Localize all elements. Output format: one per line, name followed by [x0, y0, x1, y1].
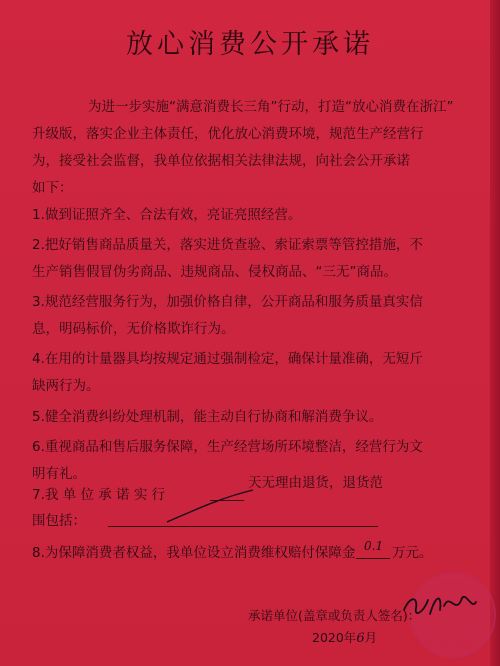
intro-line: 如下：	[32, 180, 73, 196]
item-6-line: 6.重视商品和售后服务保障，生产经营场所环境整洁，经营行为文	[32, 439, 423, 455]
date-month: 6	[356, 631, 365, 646]
item-7-suffix-wrap	[248, 470, 468, 497]
item-6-line: 明有礼。	[32, 466, 86, 482]
return-scope-blank[interactable]	[108, 526, 378, 527]
sign-date	[312, 628, 377, 646]
date-year: 2020年	[312, 630, 357, 645]
commitment-items	[32, 202, 472, 488]
signature-label: 承诺单位(盖章或负责人签名)：	[248, 608, 421, 623]
item-5-line: 5.健全消费纠纷处理机制，能主动自行协商和解消费争议。	[32, 409, 383, 425]
date-month-unit: 月	[364, 630, 378, 645]
paper-edge	[490, 0, 500, 666]
page-title: 放心消费公开承诺	[126, 29, 374, 60]
item-3-line: 3.规范经营服务行为，加强价格自律，公开商品和服务质量真实信	[32, 294, 423, 310]
handwritten-stroke	[165, 488, 255, 524]
item-7-suffix: 天无理由退货，退货范	[248, 475, 383, 491]
intro-line: 为，接受社会监督，我单位依据相关法律法规，向社会公开承诺	[32, 153, 410, 169]
item-4-line: 4.在用的计量器具均按规定通过强制检定，确保计量准确，无短斤	[32, 351, 423, 367]
item-7-line2-prefix: 围包括：	[32, 513, 86, 529]
intro-line: 为进一步实施“满意消费长三角”行动，打造“放心消费在浙江”	[88, 99, 454, 115]
item-4-line: 缺两行为。	[32, 378, 100, 394]
item-7-prefix: 7.我 单 位 承 诺 实 行	[32, 487, 166, 503]
item-8-suffix-wrap	[392, 540, 472, 567]
item-8-suffix: 万元。	[392, 545, 433, 561]
intro-line: 升级版，落实企业主体责任，优化放心消费环境，规范生产经营行	[32, 126, 424, 142]
deposit-amount-blank[interactable]	[356, 558, 390, 559]
item-8-prefix: 8.为保障消费者权益，我单位设立消费维权赔付保障金	[32, 545, 356, 561]
item-2-line: 2.把好销售商品质量关，落实进货查验、索证索票等管控措施，不	[32, 237, 423, 253]
item-2-line: 生产销售假冒伪劣商品、违规商品、侵权商品、“三无”商品。	[32, 264, 397, 280]
handwritten-signature	[400, 588, 480, 622]
item-3-line: 息，明码标价，无价格欺诈行为。	[32, 321, 235, 337]
item-1-line: 1.做到证照齐全、合法有效，亮证亮照经营。	[32, 207, 302, 223]
deposit-amount: 0.1	[364, 539, 384, 553]
intro-paragraph	[32, 94, 472, 202]
